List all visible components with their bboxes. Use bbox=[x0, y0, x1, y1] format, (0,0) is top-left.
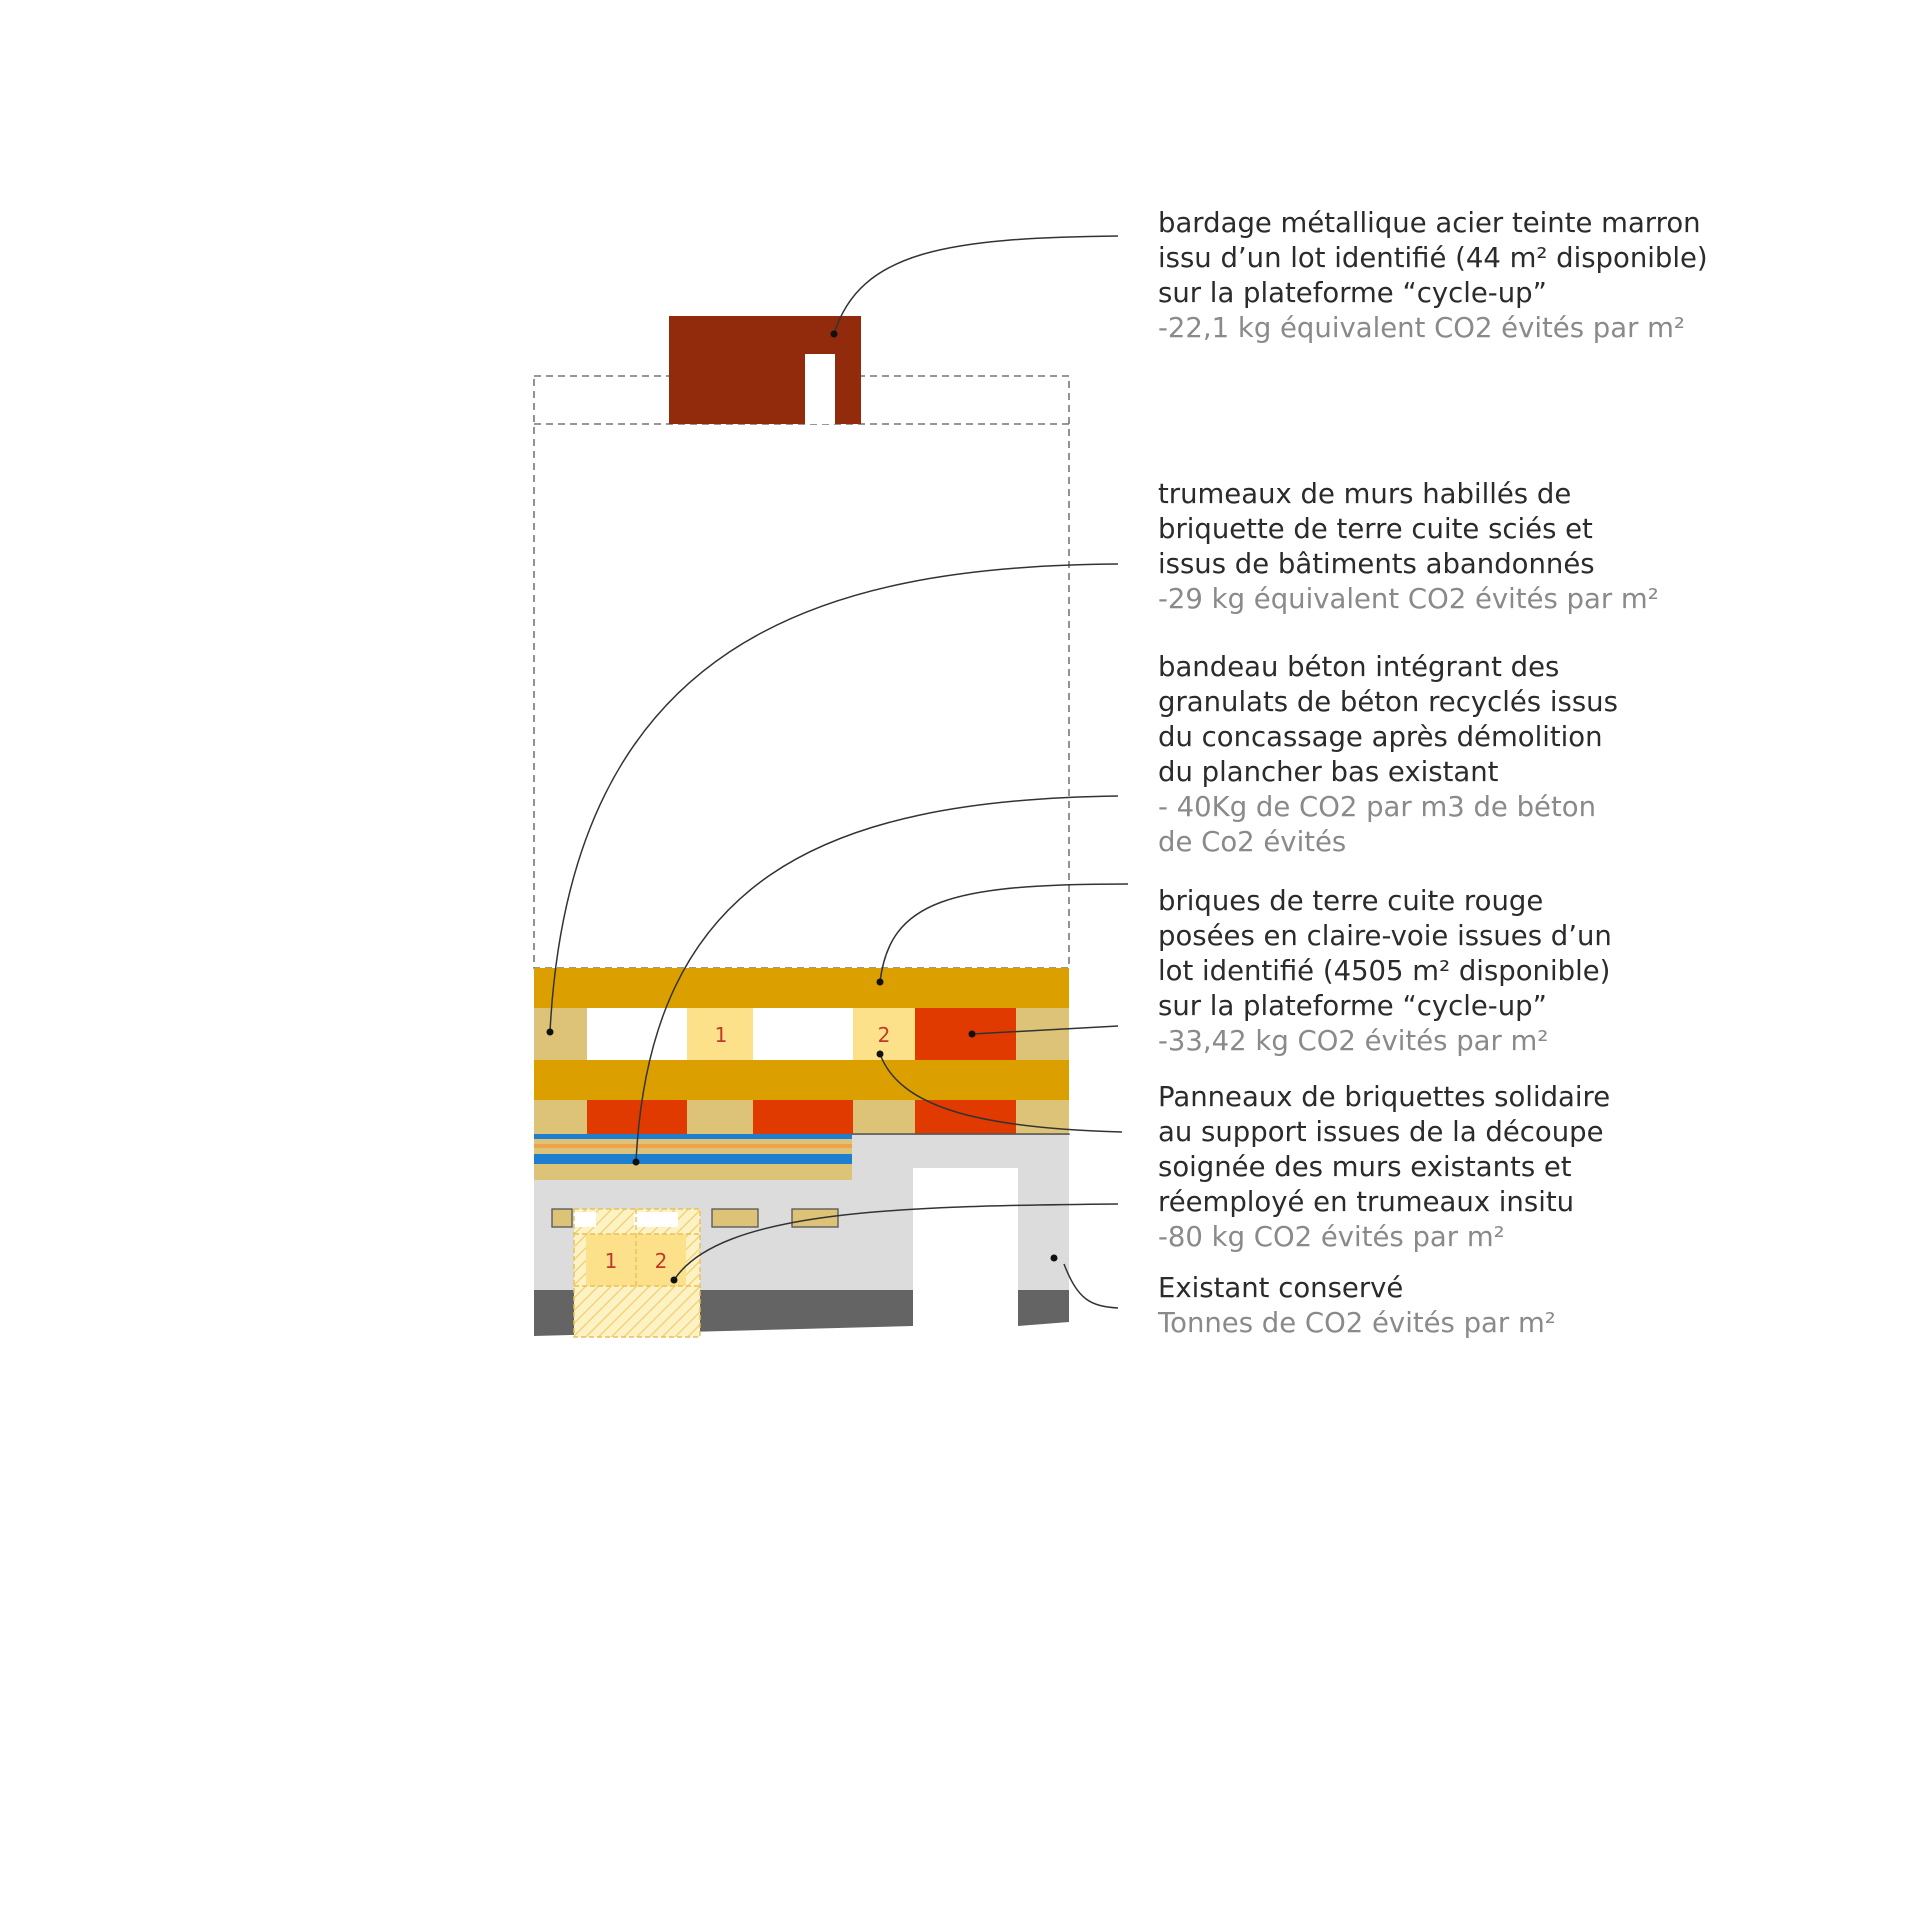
annotation-line: sur la plateforme “cycle-up” bbox=[1158, 277, 1547, 309]
wall-row-2 bbox=[534, 1100, 1069, 1134]
annotation-line: Existant conservé bbox=[1158, 1272, 1404, 1304]
annotation-line: posées en claire-voie issues d’un bbox=[1158, 920, 1612, 952]
annotation-line: briques de terre cuite rouge bbox=[1158, 885, 1544, 917]
wall-row-1 bbox=[534, 1008, 1069, 1060]
annotation-panneaux bbox=[1158, 1080, 1878, 1255]
ochre-band-middle bbox=[534, 1060, 1069, 1100]
base-marker-2: 2 bbox=[654, 1249, 668, 1273]
leader-trumeaux bbox=[550, 564, 1118, 1032]
annotation-value: -33,42 kg CO2 évités par m² bbox=[1158, 1025, 1549, 1057]
annotation-value: - 40Kg de CO2 par m3 de béton bbox=[1158, 791, 1596, 823]
annotation-value: Tonnes de CO2 évités par m² bbox=[1158, 1307, 1556, 1339]
red-brick-openwork bbox=[915, 1008, 1016, 1060]
reused-panels-insitu bbox=[574, 1209, 700, 1337]
annotation-line: granulats de béton recyclés issus bbox=[1158, 686, 1618, 718]
annotation-bandeau bbox=[1158, 650, 1878, 860]
annotation-value: -80 kg CO2 évités par m² bbox=[1158, 1221, 1505, 1253]
ochre-band-top bbox=[534, 968, 1069, 1008]
annotation-line: trumeaux de murs habillés de bbox=[1158, 478, 1572, 510]
annotation-line: briquette de terre cuite sciés et bbox=[1158, 513, 1593, 545]
annotation-line: bardage métallique acier teinte marron bbox=[1158, 207, 1701, 239]
leader-bardage bbox=[834, 236, 1118, 334]
base-marker-1: 1 bbox=[604, 1249, 618, 1273]
wall-marker-1: 1 bbox=[714, 1023, 728, 1047]
annotation-briques bbox=[1158, 884, 1878, 1059]
annotation-line: issus de bâtiments abandonnés bbox=[1158, 548, 1595, 580]
floor-slab-layers bbox=[534, 1134, 852, 1180]
leader-existant bbox=[1064, 1264, 1118, 1308]
annotation-value: -29 kg équivalent CO2 évités par m² bbox=[1158, 583, 1659, 615]
annotation-line: bandeau béton intégrant des bbox=[1158, 651, 1560, 683]
annotation-line: sur la plateforme “cycle-up” bbox=[1158, 990, 1547, 1022]
annotation-line: du plancher bas existant bbox=[1158, 756, 1499, 788]
annotation-line: du concassage après démolition bbox=[1158, 721, 1603, 753]
annotation-bardage bbox=[1158, 206, 1878, 346]
annotation-value: -22,1 kg équivalent CO2 évités par m² bbox=[1158, 312, 1685, 344]
annotation-line: soignée des murs existants et bbox=[1158, 1151, 1572, 1183]
annotation-line: issu d’un lot identifié (44 m² disponible) bbox=[1158, 242, 1708, 274]
annotation-existant bbox=[1158, 1271, 1878, 1341]
upper-volume-outline bbox=[534, 376, 1069, 968]
annotation-line: au support issues de la découpe bbox=[1158, 1116, 1604, 1148]
wall-marker-2: 2 bbox=[877, 1023, 891, 1047]
annotation-line: réemployé en trumeaux insitu bbox=[1158, 1186, 1575, 1218]
annotation-value: de Co2 évités bbox=[1158, 826, 1347, 858]
annotation-line: Panneaux de briquettes solidaire bbox=[1158, 1081, 1611, 1113]
annotation-trumeaux bbox=[1158, 477, 1878, 617]
annotation-line: lot identifié (4505 m² disponible) bbox=[1158, 955, 1611, 987]
